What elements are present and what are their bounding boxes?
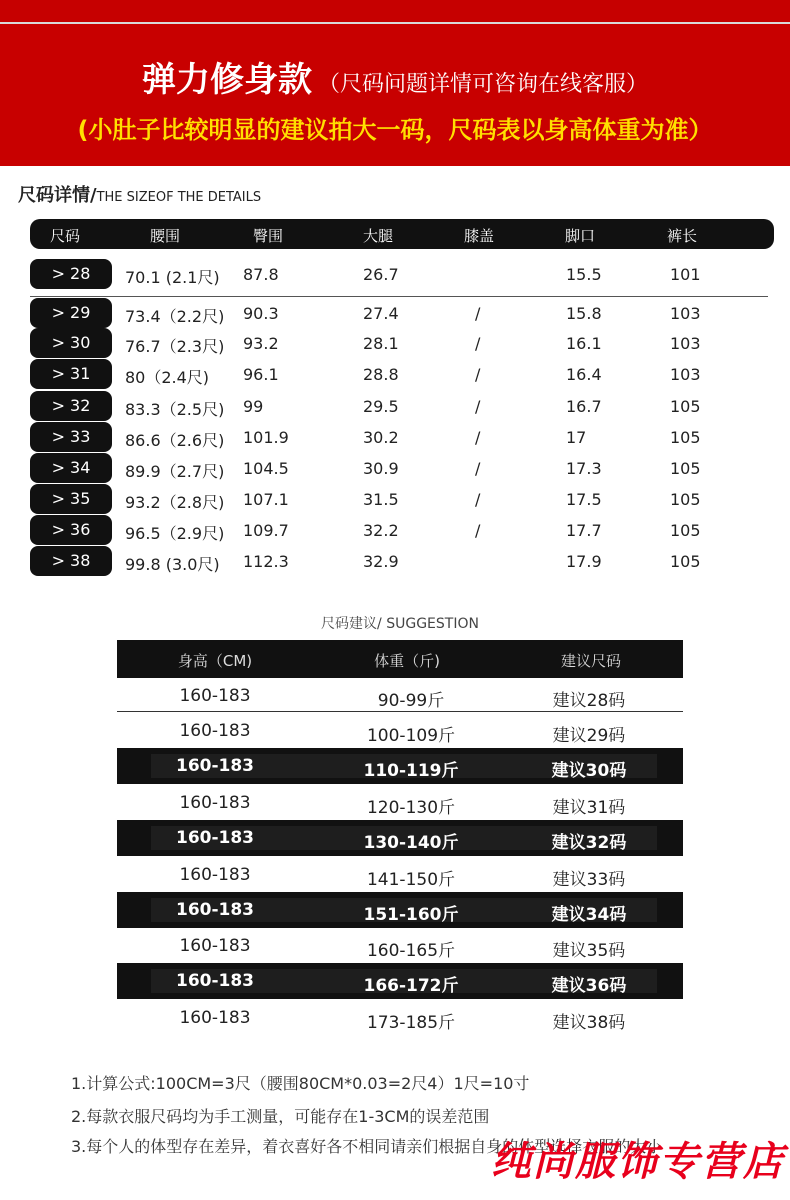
- size-row: [30, 259, 774, 289]
- cell-suggested-size: 建议33码: [552, 870, 626, 890]
- cell-length: 103: [670, 365, 701, 384]
- cell-suggested-size: 建议31码: [552, 798, 626, 818]
- cell-suggested-size: 建议32码: [551, 833, 627, 853]
- cell-waist: 70.1 (2.1尺): [125, 268, 220, 287]
- cell-height: 160-183: [175, 828, 255, 848]
- note-3: 3.每个人的体型存在差异，着衣喜好各不相同请亲们根据自身的体型选择衣服的大小: [71, 1137, 663, 1156]
- details-heading-cn: 尺码详情/: [18, 185, 97, 206]
- cell-weight: 141-150斤: [366, 870, 456, 890]
- cell-suggested-size: 建议28码: [552, 691, 626, 711]
- size-table-divider: [30, 296, 768, 297]
- cell-weight: 100-109斤: [366, 726, 456, 746]
- cell-height: 160-183: [175, 756, 255, 776]
- cell-thigh: 32.9: [363, 552, 399, 571]
- cell-waist: 99.8 (3.0尺): [125, 555, 220, 574]
- cell-suggested-size: 建议30码: [551, 761, 627, 781]
- note-2: 2.每款衣服尺码均为手工测量，可能存在1-3CM的误差范围: [71, 1107, 490, 1126]
- size-label: > 32: [30, 391, 112, 421]
- size-label: > 34: [30, 453, 112, 483]
- cell-knee: /: [475, 428, 481, 447]
- col-length: 裤长: [667, 227, 698, 245]
- cell-hem: 17.9: [566, 552, 602, 571]
- size-row: [30, 453, 774, 483]
- cell-length: 103: [670, 334, 701, 353]
- cell-knee: /: [475, 365, 481, 384]
- cell-length: 105: [670, 490, 701, 509]
- col-height: 身高（CM): [177, 652, 253, 670]
- cell-knee: /: [475, 490, 481, 509]
- suggestion-row: [117, 785, 683, 821]
- cell-weight: 120-130斤: [366, 798, 456, 818]
- cell-hem: 17: [566, 428, 587, 447]
- cell-knee: /: [475, 397, 481, 416]
- suggestion-heading: 尺码建议/ SUGGESTION: [321, 616, 479, 632]
- cell-weight: 90-99斤: [377, 691, 445, 711]
- banner-title-main: 弹力修身款: [141, 60, 312, 100]
- cell-hip: 87.8: [243, 265, 279, 284]
- cell-height: 160-183: [179, 1008, 251, 1028]
- col-thigh: 大腿: [363, 227, 394, 245]
- cell-hem: 15.5: [566, 265, 602, 284]
- cell-knee: /: [475, 334, 481, 353]
- cell-length: 105: [670, 428, 701, 447]
- cell-hip: 109.7: [243, 521, 289, 540]
- col-knee: 膝盖: [464, 227, 495, 245]
- cell-height: 160-183: [175, 971, 255, 991]
- banner-note: (小肚子比较明显的建议拍大一码，尺码表以身高体重为准）: [77, 116, 713, 144]
- cell-waist: 83.3（2.5尺): [125, 400, 225, 419]
- size-label: > 38: [30, 546, 112, 576]
- details-heading: [18, 181, 261, 207]
- top-banner: [0, 0, 790, 164]
- cell-thigh: 32.2: [363, 521, 399, 540]
- cell-waist: 86.6（2.6尺): [125, 431, 225, 450]
- suggestion-row: [117, 713, 683, 749]
- cell-knee: /: [475, 521, 481, 540]
- store-watermark: 纯尚服饰专营店: [491, 1138, 785, 1185]
- cell-hip: 96.1: [243, 365, 279, 384]
- cell-suggested-size: 建议35码: [552, 941, 626, 961]
- cell-thigh: 31.5: [363, 490, 399, 509]
- size-row: [30, 515, 774, 545]
- suggestion-divider: [117, 711, 683, 712]
- col-weight: 体重（斤): [374, 652, 440, 670]
- suggestion-row: [117, 678, 683, 714]
- cell-suggested-size: 建议29码: [552, 726, 626, 746]
- cell-weight: 166-172斤: [363, 976, 459, 996]
- size-label: > 33: [30, 422, 112, 452]
- suggestion-row: [117, 1000, 683, 1036]
- suggestion-table-header: [117, 640, 683, 678]
- cell-weight: 151-160斤: [363, 905, 459, 925]
- col-size: 尺码: [50, 227, 81, 245]
- cell-hem: 16.4: [566, 365, 602, 384]
- size-label: > 28: [30, 259, 112, 289]
- cell-thigh: 30.9: [363, 459, 399, 478]
- cell-hem: 17.5: [566, 490, 602, 509]
- cell-length: 105: [670, 552, 701, 571]
- cell-hem: 16.7: [566, 397, 602, 416]
- cell-hip: 112.3: [243, 552, 289, 571]
- cell-hip: 90.3: [243, 304, 279, 323]
- size-label: > 30: [30, 328, 112, 358]
- size-row: [30, 546, 774, 576]
- cell-length: 105: [670, 397, 701, 416]
- cell-waist: 76.7（2.3尺): [125, 337, 225, 356]
- cell-hip: 107.1: [243, 490, 289, 509]
- col-suggested-size: 建议尺码: [560, 652, 622, 670]
- size-label: > 29: [30, 298, 112, 328]
- suggestion-row: [117, 892, 683, 928]
- cell-weight: 130-140斤: [363, 833, 459, 853]
- cell-knee: /: [475, 304, 481, 323]
- cell-height: 160-183: [175, 900, 255, 920]
- cell-hem: 17.3: [566, 459, 602, 478]
- suggestion-row: [117, 820, 683, 856]
- size-label: > 35: [30, 484, 112, 514]
- size-label: > 36: [30, 515, 112, 545]
- cell-length: 105: [670, 521, 701, 540]
- cell-hem: 15.8: [566, 304, 602, 323]
- cell-suggested-size: 建议34码: [551, 905, 627, 925]
- cell-waist: 73.4（2.2尺): [125, 307, 225, 326]
- cell-hip: 93.2: [243, 334, 279, 353]
- suggestion-row: [117, 928, 683, 964]
- cell-weight: 160-165斤: [366, 941, 456, 961]
- cell-weight: 110-119斤: [363, 761, 459, 781]
- cell-thigh: 30.2: [363, 428, 399, 447]
- size-row: [30, 484, 774, 514]
- cell-height: 160-183: [179, 936, 251, 956]
- cell-hem: 17.7: [566, 521, 602, 540]
- cell-knee: /: [475, 459, 481, 478]
- cell-thigh: 27.4: [363, 304, 399, 323]
- cell-height: 160-183: [179, 686, 251, 706]
- size-row: [30, 328, 774, 358]
- size-row: [30, 298, 774, 328]
- col-hip: 臀围: [253, 227, 284, 245]
- cell-hip: 101.9: [243, 428, 289, 447]
- cell-length: 101: [670, 265, 701, 284]
- suggestion-row: [117, 748, 683, 784]
- cell-waist: 80（2.4尺): [125, 368, 210, 387]
- size-table-header: [30, 219, 774, 249]
- cell-hip: 104.5: [243, 459, 289, 478]
- cell-hem: 16.1: [566, 334, 602, 353]
- col-hem: 脚口: [565, 227, 596, 245]
- size-row: [30, 359, 774, 389]
- cell-weight: 173-185斤: [366, 1013, 456, 1033]
- banner-title: [0, 52, 790, 101]
- cell-waist: 96.5（2.9尺): [125, 524, 225, 543]
- size-label: > 31: [30, 359, 112, 389]
- cell-thigh: 28.8: [363, 365, 399, 384]
- size-row: [30, 422, 774, 452]
- cell-thigh: 29.5: [363, 397, 399, 416]
- cell-thigh: 28.1: [363, 334, 399, 353]
- col-waist: 腰围: [150, 227, 181, 245]
- banner-subtitle: （尺码问题详情可咨询在线客服）: [317, 72, 648, 97]
- cell-thigh: 26.7: [363, 265, 399, 284]
- cell-hip: 99: [243, 397, 264, 416]
- details-heading-en: THE SIZEOF THE DETAILS: [96, 190, 262, 205]
- cell-height: 160-183: [179, 721, 251, 741]
- cell-waist: 89.9（2.7尺): [125, 462, 225, 481]
- suggestion-row: [117, 857, 683, 893]
- cell-height: 160-183: [179, 793, 251, 813]
- cell-length: 103: [670, 304, 701, 323]
- cell-height: 160-183: [179, 865, 251, 885]
- suggestion-row: [117, 963, 683, 999]
- cell-suggested-size: 建议36码: [551, 976, 627, 996]
- note-1: 1.计算公式:100CM=3尺（腰围80CM*0.03=2尺4）1尺=10寸: [71, 1074, 530, 1093]
- cell-waist: 93.2（2.8尺): [125, 493, 225, 512]
- size-row: [30, 391, 774, 421]
- cell-length: 105: [670, 459, 701, 478]
- cell-suggested-size: 建议38码: [552, 1013, 626, 1033]
